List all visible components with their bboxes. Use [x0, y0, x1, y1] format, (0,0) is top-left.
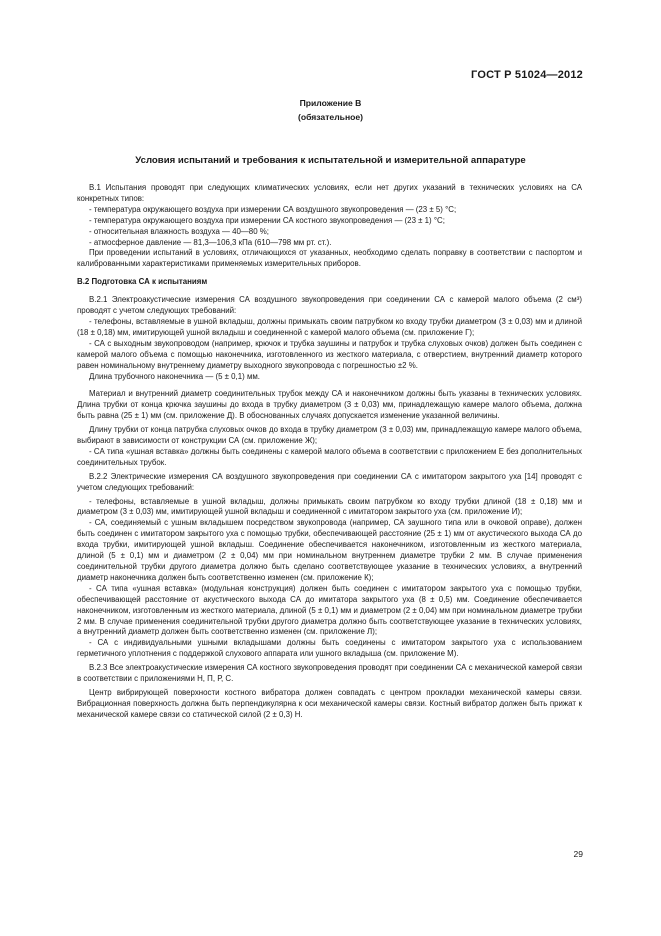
list-item-sound-guide-simulator: - СА, соединяемый с ушным вкладышем посредством звукопровода (например, СА заушного типа или в очковой оправе), должен быть соединен с имитатором закрытого уха с помощью трубки, обеспечивающей расстояние (25 ± 1) мм от акустического выхода СА до входа трубки, имитирующей ушной вкладыш. Соединение обеспечивается наконечником, изготовленным из жесткого материала, длиной (5 ± 0,1) мм и диаметром (2 ± 0,04) мм при номинальном внутреннем диаметре трубки 2 мм. В случае применения соединительной трубки другого диаметра должно быть сделано соответствующее указание в технических условиях, а внутренний диаметр наконечника должен быть соответственно изменен (см. приложение К); [77, 518, 582, 582]
paragraph-tube-material: Материал и внутренний диаметр соединительных трубок между СА и наконечником должны быть указаны в технических условиях. Длина трубки от конца крючка заушины до входа в трубку диаметром (3 ± 0,03) мм, принадлежащую камере малого объема, должна быть равна (25 ± 1) мм (см. приложение Д). В обоснованных случаях допускается изменение указанной величины. [77, 389, 582, 421]
page-number: 29 [573, 849, 583, 859]
paragraph-vibrator: Центр вибрирующей поверхности костного вибратора должен совпадать с центром прокладки механической камеры связи. Вибрационная поверхность должна быть перпендикулярна к оси механической камеры связи. Костный вибратор должен быть прижат к механической камере связи со статической силой (2 ± 0,3) Н. [77, 687, 582, 719]
paragraph-glasses-tube: Длину трубки от конца патрубка слуховых очков до входа в трубку диаметром (3 ± 0,03) мм, принадлежащую камере малого объема, выбирают в зависимости от конструкции СА (см. приложение Ж); [77, 425, 582, 446]
section-title: Условия испытаний и требования к испытательной и измерительной аппаратуре [135, 155, 526, 166]
appendix-status: (обязательное) [297, 112, 364, 122]
appendix-title: Приложение В [299, 98, 362, 108]
list-item-ear-insert: - СА типа «ушная вставка» должны быть соединены с камерой малого объема в соответствии с приложением Е без дополнительных соединительных трубок. [77, 446, 582, 467]
list-item-humidity: - относительная влажность воздуха — 40—80 %; [89, 226, 269, 236]
list-item-individual-earmolds: - СА с индивидуальными ушными вкладышами должны быть соединены с имитатором закрытого уха с использованием герметичного уплотнения с поддержкой слухового аппарата или ушного вкладыша (см. приложение М). [77, 638, 582, 659]
list-item-telephones: - телефоны, вставляемые в ушной вкладыш, должны примыкать своим патрубком ко входу трубки диаметром (3 ± 0,03) мм и длиной (18 ± 0,18) мм, имитирующей ушной вкладыш и соединенной с камерой малого объема (см. приложение Г); [77, 316, 582, 337]
paragraph-b21: В.2.1 Электроакустические измерения СА воздушного звукопроведения при соединении СА с камерой малого объема (2 см³) проводят с учетом следующих требований: [77, 295, 582, 316]
list-item-ear-insert-modular: - СА типа «ушная вставка» (модульная конструкция) должен быть соединен с имитатором закрытого уха с помощью трубки, обеспечивающей расстояние от акустического выхода СА до имитатора закрытого уха (8 ± 0,5) мм. Соединение обеспечивается наконечником, изготовленным из жесткого материала, длиной (5 ± 0,1) мм и диаметром (2 ± 0,04) мм при номинальном диаметре трубки 2 мм. В случае применения соединительной трубки другого диаметра должно быть соответствующее указание в технических условиях, а внутренний диаметр должен быть соответственно изменен (см. приложение Л); [77, 583, 582, 637]
paragraph-tip-length: Длина трубочного наконечника — (5 ± 0,1) мм. [89, 371, 261, 381]
standard-code: ГОСТ Р 51024—2012 [471, 69, 583, 81]
list-item-output-sound-guide: - СА с выходным звукопроводом (например, крючок и трубка заушины и патрубок и трубка слуховых очков) должен быть соединен с камерой малого объема с помощью наконечника, изготовленного из жесткого материала, с отверстием, внутренний диаметр которого равен номинальному внутреннему диаметру выходного звукопровода с погрешностью ±2 %. [77, 338, 582, 370]
paragraph-b22: В.2.2 Электрические измерения СА воздушного звукопроведения при соединении СА с имитатором закрытого уха [14] проводят с учетом следующих требований: [77, 471, 582, 492]
list-item-temp-air: - температура окружающего воздуха при измерении СА воздушного звукопроведения — (23 ± 5) °С; [89, 204, 457, 214]
subsection-heading-b2: В.2 Подготовка СА к испытаниям [77, 277, 208, 287]
list-item-telephones-simulator: - телефоны, вставляемые в ушной вкладыш, должны примыкать своим патрубком ко входу трубки длиной (18 ± 0,18) мм и диаметром (3 ± 0,03) мм, имитирующей ушной вкладыш и соединенной с имитатором закрытого уха (см. приложение И); [77, 496, 582, 517]
paragraph-b1: В.1 Испытания проводят при следующих климатических условиях, если нет других указаний в технических условиях на СА конкретных типов: [77, 183, 582, 203]
appendix-heading [0, 96, 661, 124]
list-item-temp-bone: - температура окружающего воздуха при измерении СА костного звукопроведения — (23 ± 1) °С; [89, 215, 445, 225]
paragraph-b23: В.2.3 Все электроакустические измерения СА костного звукопроведения проводят при соединении СА с механической камерой связи в соответствии с приложениями Н, П, Р, С. [77, 663, 582, 684]
list-item-pressure: - атмосферное давление — 81,3—106,3 кПа (610—798 мм рт. ст.). [89, 237, 332, 247]
paragraph-correction: При проведении испытаний в условиях, отличающихся от указанных, необходимо сделать поправку в соответствии с паспортом и калиброванными характеристиками применяемых измерительных приборов. [77, 248, 582, 269]
body-text [77, 183, 582, 721]
